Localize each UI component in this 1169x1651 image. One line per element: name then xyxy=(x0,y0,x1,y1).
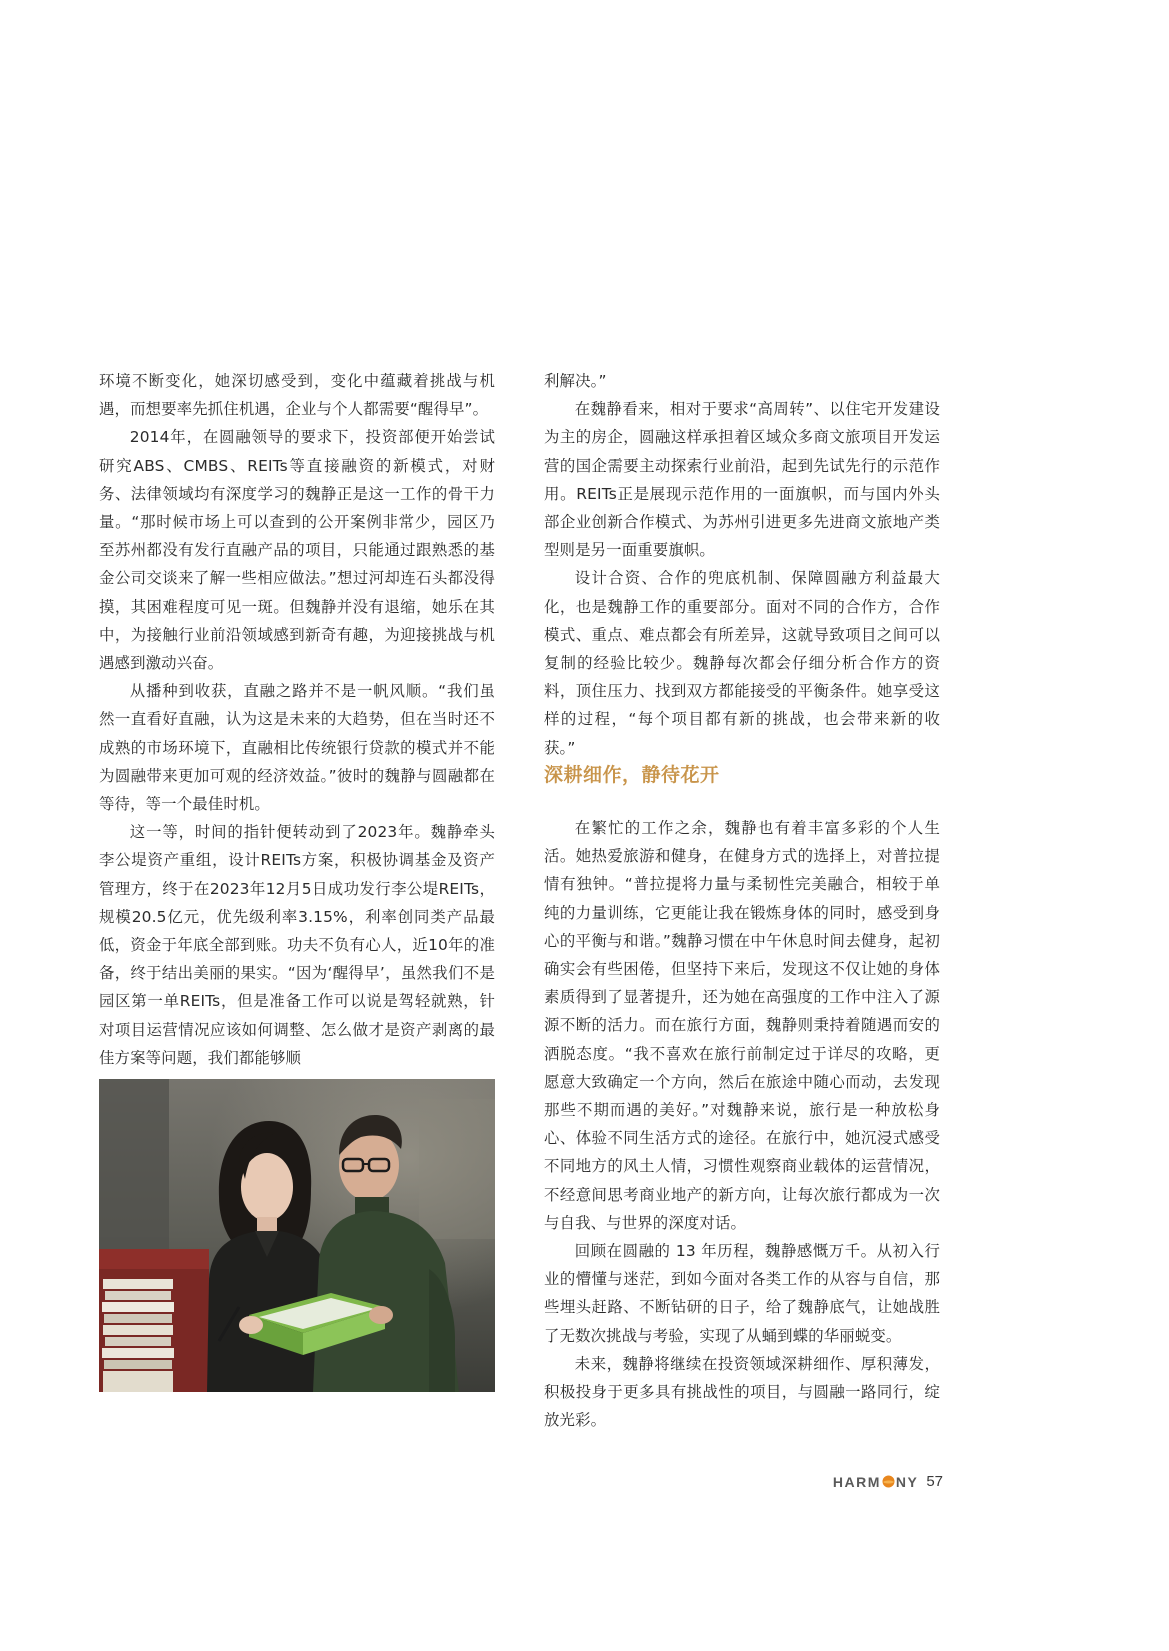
paragraph: 回顾在圆融的 13 年历程，魏静感慨万千。从初入行业的懵懂与迷茫，到如今面对各类工作的从容与自信，那些埋头赶路、不断钻研的日子，给了魏静底气，让她战胜了无数次挑战与考验，实现了从蛹到蝶的华丽蜕变。 xyxy=(544,1242,940,1345)
page-number: 57 xyxy=(926,1473,943,1490)
harmony-logo xyxy=(833,1474,918,1490)
paragraph: 在魏静看来，相对于要求“高周转”、以住宅开发建设为主的房企，圆融这样承担着区域众多商文旅项目开发运营的国企需要主动探索行业前沿，起到先试先行的示范作用。REITs正是展现示范作用的一面旗帜，而与国内外头部企业创新合作模式、为苏州引进更多先进商文旅地产类型则是另一面重要旗帜。 xyxy=(544,400,940,560)
section-heading: 深耕细作，静待花开 xyxy=(544,764,720,786)
left-text-column xyxy=(99,367,495,1072)
paragraph: 从播种到收获，直融之路并不是一帆风顺。“我们虽然一直看好直融，认为这是未来的大趋势，但在当时还不成熟的市场环境下，直融相比传统银行贷款的模式并不能为圆融带来更加可观的经济效益。”彼时的魏静与圆融都在等待，等一个最佳时机。 xyxy=(99,682,495,814)
logo-text-start: HARM xyxy=(832,1473,881,1490)
office-photo xyxy=(99,1079,495,1392)
paragraph: 利解决。” xyxy=(544,372,607,390)
logo-text-end: NY xyxy=(895,1473,919,1490)
sun-o-icon xyxy=(882,1475,895,1488)
paragraph: 这一等，时间的指针便转动到了2023年。魏静牵头李公堤资产重组，设计REITs方案，积极协调基金及资产管理方，终于在2023年12月5日成功发行李公堤REITs，规模20.5亿元，优先级利率3.15%，利率创同类产品最低，资金于年底全部到账。功夫不负有心人，近10年的准备，终于结出美丽的果实。“因为‘醒得早’，虽然我们不是园区第一单REITs，但是准备工作可以说是驾轻就熟，针对项目运营情况应该如何调整、怎么做才是资产剥离的最佳方案等问题，我们都能够顺 xyxy=(99,823,495,1067)
paragraph: 设计合资、合作的兜底机制、保障圆融方利益最大化，也是魏静工作的重要部分。面对不同的合作方，合作模式、重点、难点都会有所差异，这就导致项目之间可以复制的经验比较少。魏静每次都会仔细分析合作方的资料，顶住压力、找到双方都能接受的平衡条件。她享受这样的过程，“每个项目都有新的挑战，也会带来新的收获。” xyxy=(544,569,940,757)
paragraph: 在繁忙的工作之余，魏静也有着丰富多彩的个人生活。她热爱旅游和健身，在健身方式的选择上，对普拉提情有独钟。“普拉提将力量与柔韧性完美融合，相较于单纯的力量训练，它更能让我在锻炼身体的同时，感受到身心的平衡与和谐。”魏静习惯在中午休息时间去健身，起初确实会有些困倦，但坚持下来后，发现这不仅让她的身体素质得到了显著提升，还为她在高强度的工作中注入了源源不断的活力。而在旅行方面，魏静则秉持着随遇而安的洒脱态度。“我不喜欢在旅行前制定过于详尽的攻略，更愿意大致确定一个方向，然后在旅途中随心而动，去发现那些不期而遇的美好。”对魏静来说，旅行是一种放松身心、体验不同生活方式的途径。在旅行中，她沉浸式感受不同地方的风土人情，习惯性观察商业载体的运营情况，不经意间思考商业地产的新方向，让每次旅行都成为一次与自我、与世界的深度对话。 xyxy=(544,819,940,1232)
right-text-column-bottom xyxy=(544,814,940,1434)
paragraph: 环境不断变化，她深切感受到，变化中蕴藏着挑战与机遇，而想要率先抓住机遇，企业与个人都需要“醒得早”。 xyxy=(99,372,495,419)
right-text-column-top xyxy=(544,367,940,762)
paragraph: 2014年，在圆融领导的要求下，投资部便开始尝试研究ABS、CMBS、REITs等直接融资的新模式，对财务、法律领域均有深度学习的魏静正是这一工作的骨干力量。“那时候市场上可以查到的公开案例非常少，园区乃至苏州都没有发行直融产品的项目，只能通过跟熟悉的基金公司交谈来了解一些相应做法。”想过河却连石头都没得摸，其困难程度可见一斑。但魏静并没有退缩，她乐在其中，为接触行业前沿领域感到新奇有趣，为迎接挑战与机遇感到激动兴奋。 xyxy=(99,428,495,673)
paragraph: 未来，魏静将继续在投资领域深耕细作、厚积薄发，积极投身于更多具有挑战性的项目，与圆融一路同行，绽放光彩。 xyxy=(544,1354,940,1430)
page-footer xyxy=(833,1473,943,1490)
